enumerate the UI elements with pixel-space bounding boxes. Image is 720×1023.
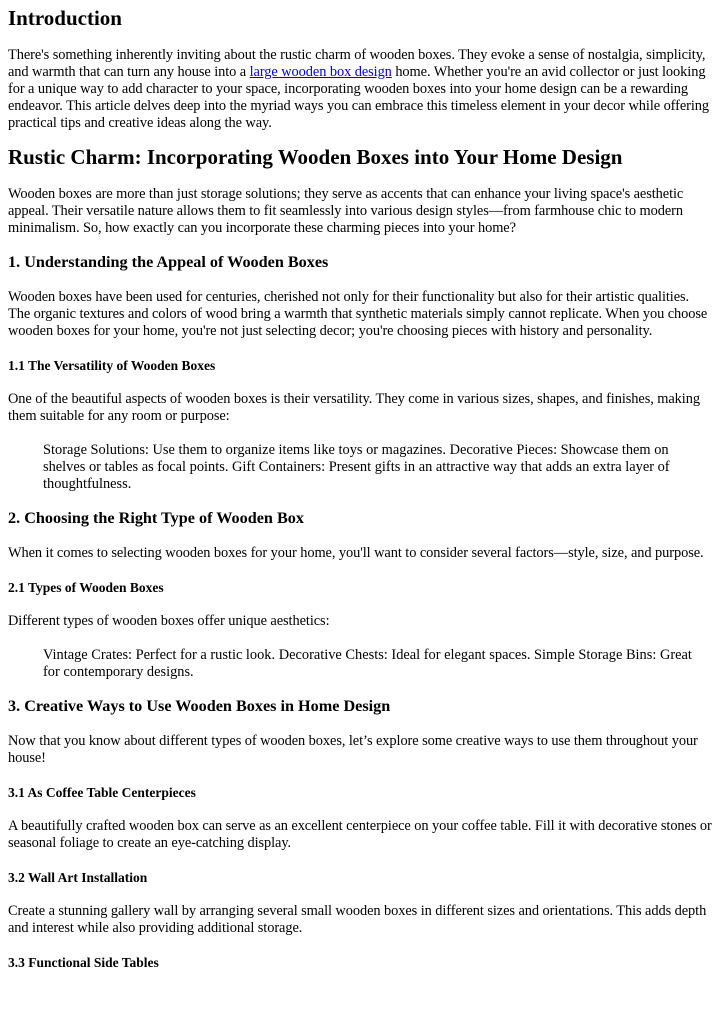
section-2-heading: 2. Choosing the Right Type of Wooden Box [8, 509, 304, 527]
section-3-heading: 3. Creative Ways to Use Wooden Boxes in Home Design [8, 697, 391, 715]
intro-text-before-link: There's something inherently inviting about the rustic charm of wooden boxes. They evoke a sense of nostalgia, simplicity, and warmth that can turn any house into a [8, 47, 706, 80]
section-1-1-quote: Storage Solutions: Use them to organize items like toys or magazines. Decorative Pieces: Showcase them on shelves or tables as focal points. Gift Containers: Present gifts in an attractive way that adds an extra layer of thoughtfulness. [43, 442, 670, 492]
section-2-1-paragraph: Different types of wooden boxes offer unique aesthetics: [8, 613, 330, 629]
section-2-1-heading: 2.1 Types of Wooden Boxes [8, 580, 164, 595]
article [0, 6, 720, 971]
main-paragraph: Wooden boxes are more than just storage solutions; they serve as accents that can enhance your living space's aesthetic appeal. Their versatile nature allows them to fit seamlessly into various design styles—from farmhouse chic to modern minimalism. So, how exactly can you incorporate these charming pieces into your home? [8, 186, 684, 236]
section-1-paragraph: Wooden boxes have been used for centuries, cherished not only for their functionality but also for their artistic qualities. The organic textures and colors of wood bring a warmth that synthetic materials simply cannot replicate. When you choose wooden boxes for your home, you're not just selecting decor; you're choosing pieces with history and personality. [8, 289, 708, 339]
large-wooden-box-design-link[interactable]: large wooden box design [249, 64, 392, 80]
section-3-1-paragraph: A beautifully crafted wooden box can serve as an excellent centerpiece on your coffee table. Fill it with decorative stones or seasonal foliage to create an eye-catching display. [8, 818, 712, 851]
intro-text-after-link: home. Whether you're an avid collector or just looking for a unique way to add character to your space, incorporating wooden boxes into your home design can be a rewarding endeavor. This article delves deep into the myriad ways you can embrace this timeless element in your decor while offering practical tips and creative ideas along the way. [8, 64, 710, 131]
intro-heading: Introduction [8, 6, 122, 30]
section-1-heading: 1. Understanding the Appeal of Wooden Boxes [8, 253, 329, 271]
main-heading: Rustic Charm: Incorporating Wooden Boxes into Your Home Design [8, 145, 623, 169]
intro-paragraph [8, 47, 712, 132]
section-1-1-paragraph: One of the beautiful aspects of wooden boxes is their versatility. They come in various sizes, shapes, and finishes, making them suitable for any room or purpose: [8, 391, 700, 424]
section-3-2-heading: 3.2 Wall Art Installation [8, 870, 148, 885]
section-3-2-paragraph: Create a stunning gallery wall by arranging several small wooden boxes in different sizes and orientations. This adds depth and interest while also providing additional storage. [8, 903, 707, 936]
section-2-paragraph: When it comes to selecting wooden boxes for your home, you'll want to consider several factors—style, size, and purpose. [8, 545, 704, 561]
section-3-3-heading: 3.3 Functional Side Tables [8, 955, 159, 970]
section-3-1-heading: 3.1 As Coffee Table Centerpieces [8, 785, 196, 800]
section-3-paragraph: Now that you know about different types of wooden boxes, let’s explore some creative ways to use them throughout your house! [8, 733, 698, 766]
section-2-1-quote: Vintage Crates: Perfect for a rustic look. Decorative Chests: Ideal for elegant spaces. Simple Storage Bins: Great for contemporary designs. [43, 647, 692, 680]
section-1-1-heading: 1.1 The Versatility of Wooden Boxes [8, 358, 216, 373]
